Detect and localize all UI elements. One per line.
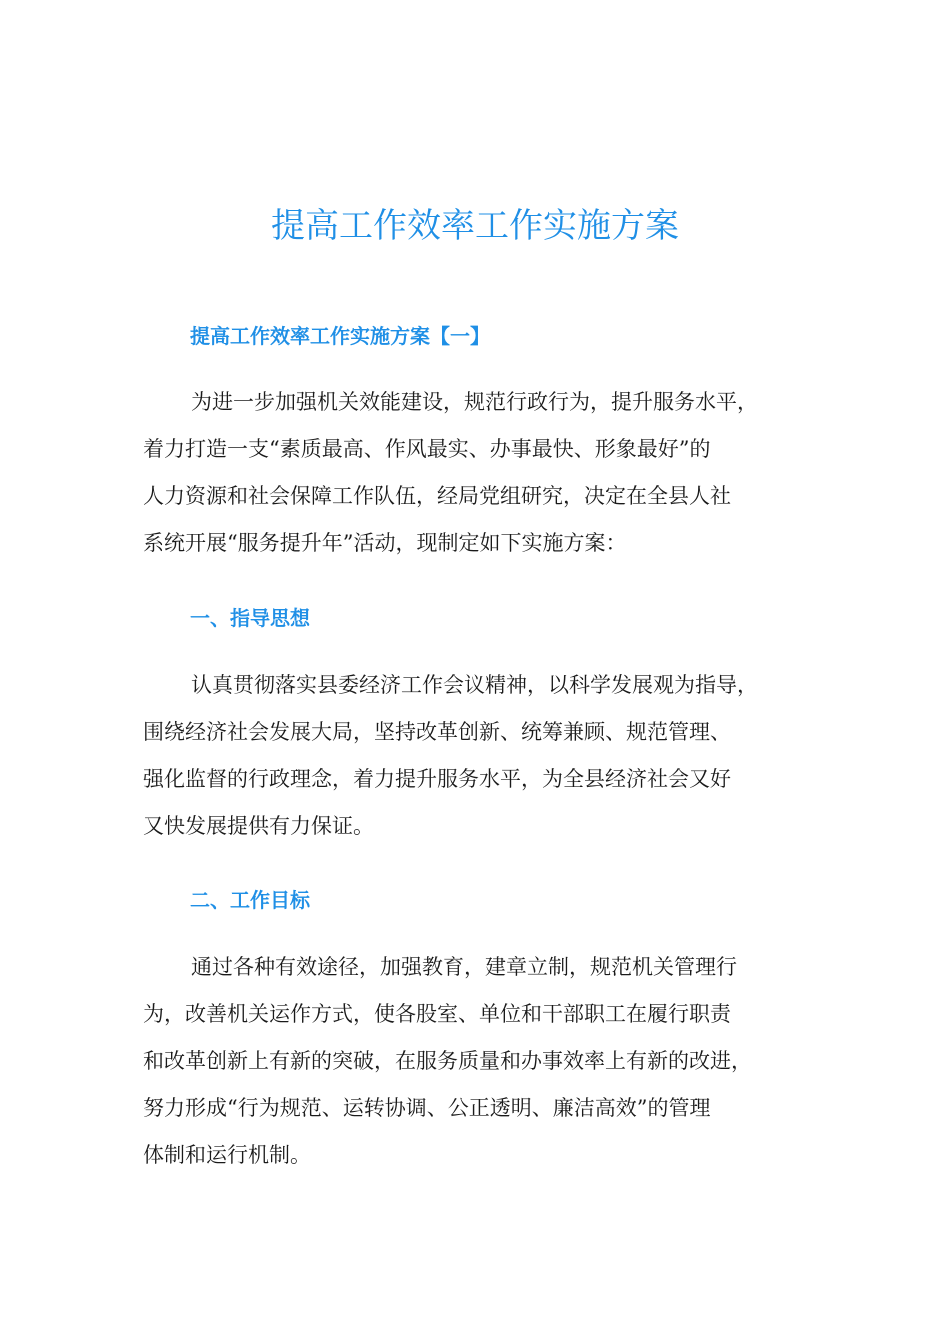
paragraph-line: 体制和运行机制。 <box>143 1143 311 1167</box>
paragraph-line: 围绕经济社会发展大局，坚持改革创新、统筹兼顾、规范管理、 <box>143 720 731 744</box>
goals-paragraph <box>143 944 813 1179</box>
guiding-paragraph <box>143 662 813 850</box>
paragraph-line: 系统开展“服务提升年”活动，现制定如下实施方案： <box>143 531 627 555</box>
section-heading: 提高工作效率工作实施方案【一】 <box>190 324 490 348</box>
paragraph-line: 努力形成“行为规范、运转协调、公正透明、廉洁高效”的管理 <box>143 1096 711 1120</box>
paragraph-line: 又快发展提供有力保证。 <box>143 814 374 838</box>
intro-paragraph <box>143 379 813 567</box>
paragraph-line: 强化监督的行政理念，着力提升服务水平，为全县经济社会又好 <box>143 767 731 791</box>
paragraph-line: 认真贯彻落实县委经济工作会议精神，以科学发展观为指导， <box>191 673 758 697</box>
paragraph-line: 和改革创新上有新的突破，在服务质量和办事效率上有新的改进， <box>143 1049 752 1073</box>
paragraph-line: 着力打造一支“素质最高、作风最实、办事最快、形象最好”的 <box>143 437 711 461</box>
paragraph-line: 为进一步加强机关效能建设，规范行政行为，提升服务水平， <box>191 390 758 414</box>
document-title: 提高工作效率工作实施方案 <box>271 206 679 246</box>
heading-work-goals: 二、工作目标 <box>190 888 310 912</box>
paragraph-line: 为，改善机关运作方式，使各股室、单位和干部职工在履行职责 <box>143 1002 731 1026</box>
heading-guiding-ideology: 一、指导思想 <box>190 606 310 630</box>
paragraph-line: 人力资源和社会保障工作队伍，经局党组研究，决定在全县人社 <box>143 484 731 508</box>
paragraph-line: 通过各种有效途径，加强教育，建章立制，规范机关管理行 <box>191 955 737 979</box>
